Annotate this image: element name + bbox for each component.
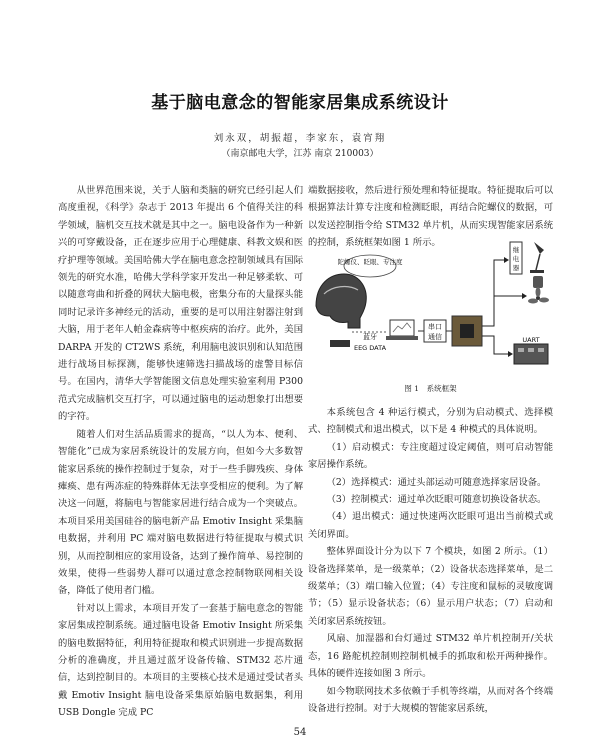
paragraph: 随着人们对生活品质需求的提高，“以人为本、便利、智能化”已成为家居系统设计的发展方向，但如今大多数智能家居系统的操作控制过于复杂，对于一些手脚残疾、身体瘫痪、患有两冻症的特殊群体无法享受相应的便利。为了解决这一问题，将脑电与智能家居进行结合成为一个突破点。本项目采用美国硅谷的脑电新产品 Emotiv Insight 采集脑电数据，并利用 PC 端对脑电数据进行特征提取与模式识别，从而控制相应的家用设备，达到了操作简单、易控制的效果，使得一些弱势人群可以通过意念控制物联网相关设备，降低了使用者门槛。 xyxy=(58,428,303,597)
paragraph: （4）退出模式：通过快速两次眨眼可退出当前模式或关闭界面。 xyxy=(308,511,553,540)
sensor-label-bubble xyxy=(338,255,404,277)
usb-dongle-icon xyxy=(330,340,350,347)
sensor-label: 陀螺仪、眨眼、专注度 xyxy=(337,258,403,266)
arrow-to-uart xyxy=(482,336,508,354)
paper-title: 基于脑电意念的智能家居集成系统设计 xyxy=(151,93,449,113)
right-column-bottom xyxy=(308,404,553,717)
laptop-icon xyxy=(386,320,418,340)
eeg-data-label: EEG DATA xyxy=(353,344,387,352)
relay-label-3: 器 xyxy=(512,264,520,272)
relay-icon xyxy=(510,242,522,274)
paragraph: 风扇、加湿器和台灯通过 STM32 单片机控制开/关状态，16 路舵机控制则控制机械手的抓取和松开两种操作。具体的硬件连接如图 3 所示。 xyxy=(308,633,553,680)
serial-comm-box xyxy=(424,320,446,342)
paragraph: 针对以上需求，本项目开发了一套基于脑电意念的智能家居集成控制系统。通过脑电设备 Emotiv Insight 所采集的脑电数据特征，利用特征提取和模式识别进一步提高数据分析的准确度，并且通过蓝牙设备传输、STM32 芯片通信，达到控制目的。本项目的主要核心技术是通过受试者头戴 Emotiv Insight 脑电设备采集原始脑电数据集，利用 USB Dongle 完成 PC xyxy=(58,602,303,719)
left-column xyxy=(58,182,303,722)
paragraph: （2）选择模式：通过头部运动可随意选择家居设备。 xyxy=(326,476,547,488)
lamp-icon xyxy=(530,242,544,273)
bluetooth-label: 蓝牙 xyxy=(363,333,377,341)
paragraph: 如今物联网技术多依赖于手机等终端，从而对各个终端设备进行控制。对于大规模的智能家居系统， xyxy=(308,685,553,714)
head-icon xyxy=(316,274,366,328)
arrow-to-relay xyxy=(482,260,504,326)
paragraph: 端数据接收，然后进行预处理和特征提取。特征提取后可以根据算法计算专注度和检测眨眼，再结合陀螺仪的数据，可以发送控制指令给 STM32 单片机，从而实现智能家居系统的控制，系统框架如图 1 所示。 xyxy=(308,185,553,249)
uart-servo-board-icon xyxy=(514,336,548,364)
paper-affiliation: （南京邮电大学，江苏 南京 210003） xyxy=(221,149,379,159)
paragraph: （3）控制模式：通过单次眨眼可随意切换设备状态。 xyxy=(326,494,547,506)
paragraph: （1）启动模式：专注度超过设定阈值，则可启动智能家居操作系统。 xyxy=(308,441,553,471)
paper-authors: 刘永双，胡振超，李家东，袁宵翔 xyxy=(213,133,387,144)
paragraph: 从世界范围来说，关于人脑和类脑的研究已经引起人们高度重视，《科学》杂志于 2013 年提出 6 个值得关注的科学领域，脑机交互技术就是其中之一。脑电设备作为一种新兴的可穿戴设备，正在逐步应用于心理健康、科教文娱和医疗护理等领域。美国哈佛大学在脑电意念控制领域具有国际领先的研究水准，哈佛大学科学家开发出一种足够柔软、可以随意弯曲和折叠的网状大脑电极，密集分布的大量探头能同时记录许多神经元的活动，重要的是可以用注射器注射到大脑，用于老年人帕金森病等中枢疾病的治疗。此外，美国 DARPA 开发的 CT2WS 系统，利用脑电波识别和认知范围进行战场目标探测，能够快速筛选扫描战场的虚警目标信号。在国内，清华大学智能图文信息处理实验室利用 P300 范式完成脑机交互打字，可以通过脑电的运动想象打出想要的字符。 xyxy=(58,185,303,423)
relay-label-2: 电 xyxy=(512,255,520,263)
serial-label-1: 串口 xyxy=(428,323,442,331)
figure-caption: 图 1 系统框架 xyxy=(404,384,457,393)
serial-label-2: 通信 xyxy=(428,333,442,341)
paragraph: 本系统包含 4 种运行模式，分别为启动模式、选择模式、控制模式和退出模式，以下是 4 种模式的具体说明。 xyxy=(308,407,553,436)
relay-label-1: 继 xyxy=(512,246,520,254)
page-number: 54 xyxy=(293,727,307,738)
stm32-board-icon xyxy=(452,316,482,346)
humidifier-icon xyxy=(533,276,543,288)
uart-label: UART xyxy=(522,336,540,344)
paragraph: 整体界面设计分为以下 7 个模块，如图 2 所示。（1）设备选择菜单，是一级菜单；（2）设备状态选择菜单，是二级菜单；（3）端口输入位置；（4）专注度和鼠标的灵敏度调节；（5）显示设备状态；（6）显示用户状态；（7）启动和关闭家居系统按钮。 xyxy=(308,546,553,627)
system-framework-figure xyxy=(308,236,553,386)
fan-icon xyxy=(528,287,549,304)
